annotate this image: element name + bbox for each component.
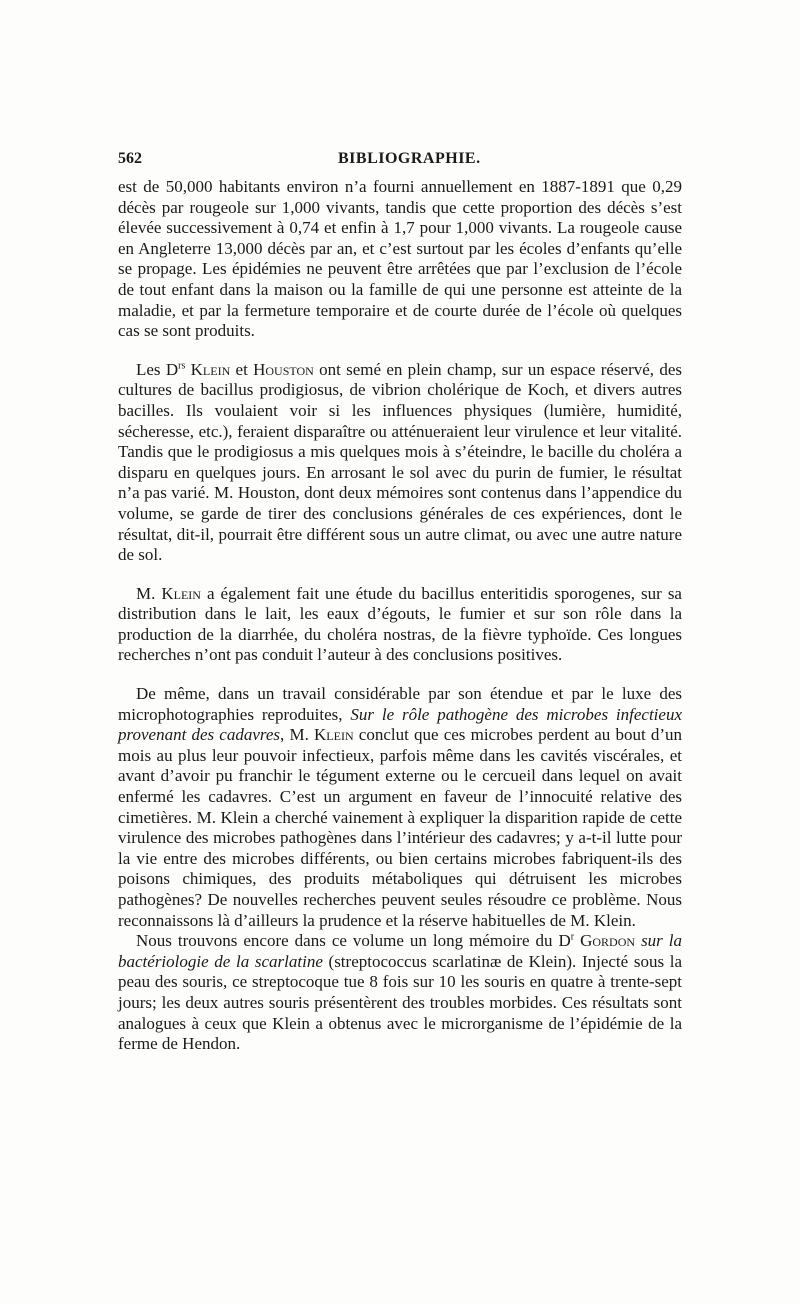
paragraph-2 <box>118 360 682 566</box>
paragraph-5 <box>118 931 682 1055</box>
paragraph-3 <box>118 584 682 666</box>
paragraph-2-text-a: Les D <box>136 359 179 379</box>
paragraph-4-text-c: conclut que ces microbes perdent au bout d’un mois au plus leur pouvoir infectieux, parfois même dans les cavités viscérales, et avant d’avoir pu franchir le tégument externe ou le cercueil dans lequel on avait enfermé les cadavres. C’est un argument en faveur de l’innocuité relative des cimetières. M. Klein a cherché vainement à expliquer la disparition rapide de cette virulence des microbes pathogènes dans l’intérieur des cadavres; y a-t-il lutte pour la vie entre des microbes différents, ou bien certains microbes fabriquent-ils des poisons chimiques, des produits métaboliques qui détruisent les microbes pathogènes? De nouvelles recherches peuvent seules résoudre ce problème. Nous reconnaissons là d’ailleurs la prudence et la réserve habituelles de M. Klein. <box>118 725 682 930</box>
author-name-klein: Klein <box>314 725 354 745</box>
author-name-houston: Houston <box>253 359 314 379</box>
paragraph-4-text-a: De même, dans un travail considérable par son étendue et par le luxe des microphotographies reproduites, <box>118 684 682 724</box>
paragraph-5-title: sur la bactériologie de la scarlatine <box>118 931 683 971</box>
author-name-klein: Klein <box>161 583 201 603</box>
author-name-gordon: Gordon <box>580 931 636 951</box>
paragraph-4-title: Sur le rôle pathogène des microbes infectieux provenant des cadavres <box>118 704 682 745</box>
page-body <box>118 177 682 1055</box>
paragraph-2-text-c: ont semé en plein champ, sur un espace réservé, des cultures de bacillus prodigiosus, de vibrion cholérique de Koch, et divers autres bacilles. Ils voulaient voir si les influences physiques (lumière, humidité, sécheresse, etc.), feraient disparaître ou atténueraient leur virulence et leur vitalité. Tandis que le prodigiosus a mis quelques mois à s’éteindre, le bacille du choléra a disparu en quelques jours. En arrosant le sol avec du purin de fumier, le résultat n’a pas varié. M. Houston, dont deux mémoires sont contenus dans l’appendice du volume, se garde de tirer des conclusions générales de ces expériences, dont le résultat, dit-il, pourrait être différent sous un autre climat, ou avec une autre nature de sol. <box>118 359 682 565</box>
page-number: 562 <box>118 150 142 167</box>
author-name-klein: Klein <box>190 359 231 379</box>
page-header <box>118 150 682 174</box>
paragraph-3-text-a: M. <box>136 583 162 603</box>
paragraph-5-text-c: (streptococcus scarlatinæ de Klein). Injecté sous la peau des souris, ce streptocoque tue 8 fois sur 10 les souris en quatre à trente-sept jours; les deux autres souris présentèrent des troubles morbides. Ces résultats sont analogues à ceux que Klein a obtenus avec le microrganisme de l’épidémie de la ferme de Hendon. <box>118 951 683 1054</box>
paragraph-5-sup: r <box>570 931 575 943</box>
paragraph-4-text-b: , M. <box>280 725 315 745</box>
paragraph-5-text-a: Nous trouvons encore dans ce volume un long mémoire du D <box>136 931 571 951</box>
paragraph-1: est de 50,000 habitants environ n’a fourni annuellement en 1887-1891 que 0,29 décès par rougeole sur 1,000 vivants, tandis que cette proportion des décès s’est élevée successivement à 0,74 et enfin à 1,7 pour 1,000 vivants. La rougeole cause en Angleterre 13,000 décès par an, et c’est surtout par les écoles d’enfants qu’elle se propage. Les épidémies ne peuvent être arrêtées que par l’exclusion de l’école de tout enfant dans la maison ou la famille de qui une personne est atteinte de la maladie, et par la fermeture temporaire et de courte durée de l’école où quelques cas se sont produits. <box>118 177 682 341</box>
paragraph-2-text-b: et <box>230 359 254 379</box>
paragraph-4 <box>118 684 682 931</box>
running-head: BIBLIOGRAPHIE. <box>338 150 481 167</box>
paragraph-3-text-b: a également fait une étude du bacillus enteritidis sporogenes, sur sa distribution dans le lait, les eaux d’égouts, le fumier et sur son rôle dans la production de la diarrhée, du choléra nostras, de la fièvre typhoïde. Ces longues recherches n’ont pas conduit l’auteur à des conclusions positives. <box>118 583 682 665</box>
paragraph-2-sup: rs <box>178 360 186 372</box>
